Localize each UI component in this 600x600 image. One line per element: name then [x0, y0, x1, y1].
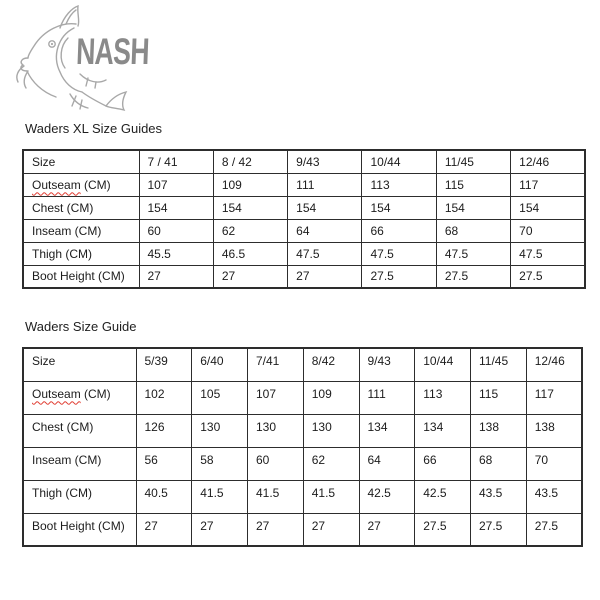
size-value-cell: 66 — [362, 219, 436, 242]
size-value-cell: 27.5 — [436, 265, 510, 288]
size-value-cell: 58 — [192, 447, 248, 480]
size-value-cell: 64 — [359, 447, 415, 480]
size-column-header: 11/45 — [471, 348, 527, 381]
size-value-cell: 27.5 — [526, 513, 582, 546]
size-value-cell: 154 — [213, 196, 287, 219]
size-value-cell: 45.5 — [139, 242, 213, 265]
size-column-header: 10/44 — [362, 150, 436, 173]
table-row — [23, 480, 582, 513]
size-value-cell: 117 — [526, 381, 582, 414]
table-row — [23, 513, 582, 546]
size-value-cell: 27.5 — [511, 265, 585, 288]
table-header-row — [23, 348, 582, 381]
size-value-cell: 130 — [192, 414, 248, 447]
row-label: Outseam (CM) — [23, 173, 139, 196]
size-column-header: 7 / 41 — [139, 150, 213, 173]
size-value-cell: 154 — [139, 196, 213, 219]
size-value-cell: 70 — [526, 447, 582, 480]
brand-wordmark: NASH — [75, 31, 150, 72]
table-row — [23, 196, 585, 219]
size-value-cell: 41.5 — [192, 480, 248, 513]
row-label: Chest (CM) — [23, 196, 139, 219]
waders-size-table-container — [22, 347, 583, 547]
row-label: Boot Height (CM) — [23, 513, 136, 546]
size-value-cell: 138 — [526, 414, 582, 447]
row-label: Inseam (CM) — [23, 447, 136, 480]
size-column-header: 5/39 — [136, 348, 192, 381]
size-value-cell: 27 — [248, 513, 304, 546]
row-label: Thigh (CM) — [23, 242, 139, 265]
size-value-cell: 60 — [248, 447, 304, 480]
size-value-cell: 62 — [303, 447, 359, 480]
size-table — [22, 149, 586, 289]
size-value-cell: 64 — [288, 219, 362, 242]
size-value-cell: 117 — [511, 173, 585, 196]
table-row — [23, 381, 582, 414]
size-value-cell: 154 — [511, 196, 585, 219]
size-value-cell: 111 — [359, 381, 415, 414]
size-value-cell: 154 — [436, 196, 510, 219]
size-column-header: 10/44 — [415, 348, 471, 381]
size-value-cell: 27 — [359, 513, 415, 546]
size-value-cell: 43.5 — [526, 480, 582, 513]
size-value-cell: 56 — [136, 447, 192, 480]
size-value-cell: 134 — [359, 414, 415, 447]
size-value-cell: 68 — [436, 219, 510, 242]
table-header-row — [23, 150, 585, 173]
size-value-cell: 130 — [248, 414, 304, 447]
size-value-cell: 27 — [136, 513, 192, 546]
size-value-cell: 47.5 — [436, 242, 510, 265]
size-value-cell: 27 — [139, 265, 213, 288]
size-value-cell: 70 — [511, 219, 585, 242]
section-heading-waders: Waders Size Guide — [25, 319, 137, 334]
table-row — [23, 242, 585, 265]
size-value-cell: 107 — [139, 173, 213, 196]
size-value-cell: 27 — [303, 513, 359, 546]
size-value-cell: 41.5 — [248, 480, 304, 513]
size-value-cell: 66 — [415, 447, 471, 480]
size-value-cell: 113 — [362, 173, 436, 196]
size-column-header: 9/43 — [288, 150, 362, 173]
size-value-cell: 27.5 — [415, 513, 471, 546]
size-value-cell: 47.5 — [362, 242, 436, 265]
size-value-cell: 27 — [288, 265, 362, 288]
size-value-cell: 154 — [362, 196, 436, 219]
size-value-cell: 109 — [213, 173, 287, 196]
size-value-cell: 126 — [136, 414, 192, 447]
size-header-label: Size — [23, 348, 136, 381]
size-value-cell: 42.5 — [359, 480, 415, 513]
table-row — [23, 447, 582, 480]
size-value-cell: 46.5 — [213, 242, 287, 265]
size-value-cell: 41.5 — [303, 480, 359, 513]
size-column-header: 8 / 42 — [213, 150, 287, 173]
table-row — [23, 265, 585, 288]
size-value-cell: 43.5 — [471, 480, 527, 513]
table-row — [23, 173, 585, 196]
size-value-cell: 109 — [303, 381, 359, 414]
size-value-cell: 107 — [248, 381, 304, 414]
size-value-cell: 68 — [471, 447, 527, 480]
row-label: Inseam (CM) — [23, 219, 139, 242]
size-value-cell: 105 — [192, 381, 248, 414]
size-table — [22, 347, 583, 547]
row-label: Outseam (CM) — [23, 381, 136, 414]
size-column-header: 12/46 — [511, 150, 585, 173]
size-value-cell: 40.5 — [136, 480, 192, 513]
size-column-header: 9/43 — [359, 348, 415, 381]
size-column-header: 6/40 — [192, 348, 248, 381]
waders-xl-size-table-container — [22, 149, 586, 289]
size-column-header: 7/41 — [248, 348, 304, 381]
size-value-cell: 113 — [415, 381, 471, 414]
table-row — [23, 219, 585, 242]
misspelled-word: Outseam — [32, 386, 81, 401]
size-value-cell: 60 — [139, 219, 213, 242]
size-value-cell: 47.5 — [511, 242, 585, 265]
size-column-header: 8/42 — [303, 348, 359, 381]
size-value-cell: 134 — [415, 414, 471, 447]
size-value-cell: 47.5 — [288, 242, 362, 265]
size-value-cell: 111 — [288, 173, 362, 196]
table-row — [23, 414, 582, 447]
size-value-cell: 138 — [471, 414, 527, 447]
size-column-header: 12/46 — [526, 348, 582, 381]
row-label: Thigh (CM) — [23, 480, 136, 513]
size-value-cell: 62 — [213, 219, 287, 242]
size-value-cell: 154 — [288, 196, 362, 219]
size-value-cell: 42.5 — [415, 480, 471, 513]
size-value-cell: 27.5 — [471, 513, 527, 546]
size-header-label: Size — [23, 150, 139, 173]
row-label: Chest (CM) — [23, 414, 136, 447]
row-label: Boot Height (CM) — [23, 265, 139, 288]
nash-logo — [14, 4, 204, 116]
size-value-cell: 115 — [471, 381, 527, 414]
size-value-cell: 102 — [136, 381, 192, 414]
size-value-cell: 27 — [192, 513, 248, 546]
size-value-cell: 115 — [436, 173, 510, 196]
size-value-cell: 130 — [303, 414, 359, 447]
size-column-header: 11/45 — [436, 150, 510, 173]
misspelled-word: Outseam — [32, 177, 81, 192]
section-heading-waders-xl: Waders XL Size Guides — [25, 121, 163, 136]
size-value-cell: 27 — [213, 265, 287, 288]
size-value-cell: 27.5 — [362, 265, 436, 288]
